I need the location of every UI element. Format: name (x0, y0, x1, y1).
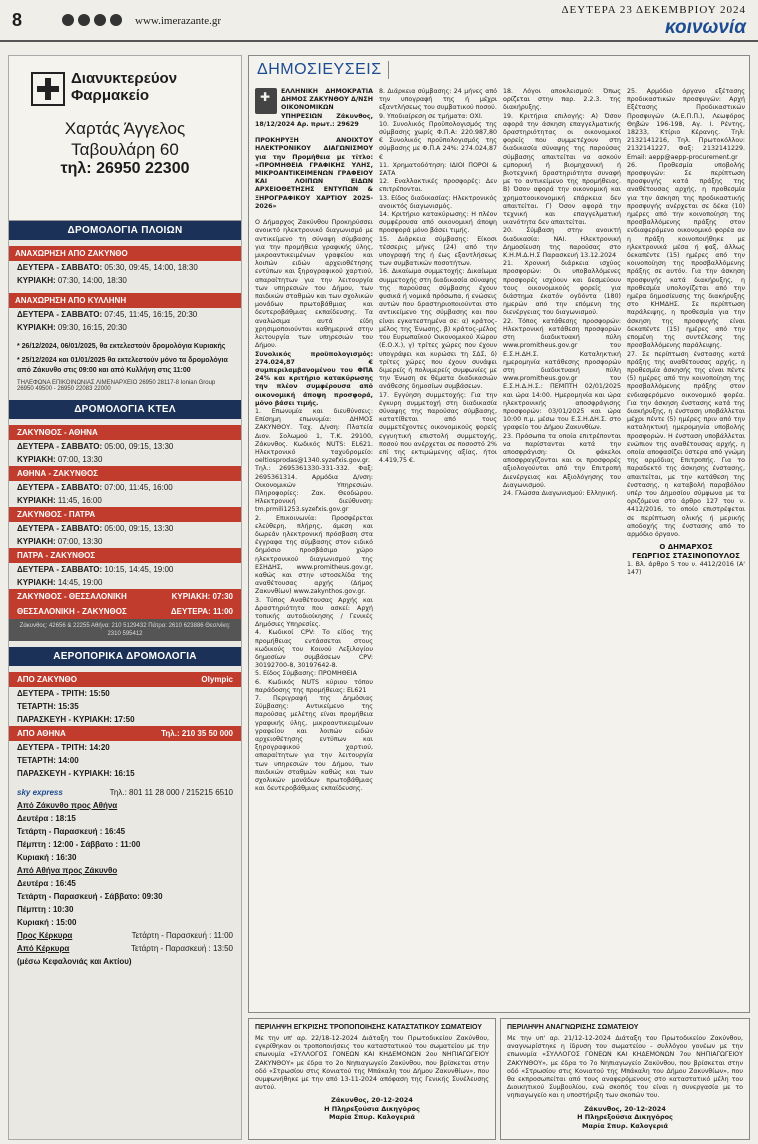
flight-row: ΤΕΤΑΡΤΗ: 15:35 (17, 702, 79, 711)
notice-signature: Ο ΔΗΜΑΡΧΟΣ ΓΕΩΡΓΙΟΣ ΣΤΑΣΙΝΟΠΟΥΛΟΣ (632, 543, 740, 561)
bus-route: ΘΕΣΣΑΛΟΝΙΚΗ - ΖΑΚΥΝΘΟΣ ΔΕΥΤΕΡΑ: 11:00 (9, 604, 241, 619)
association-notice-signature: Ζάκυνθος, 20-12-2024 Η Πληρεξούσια Δικηγόρος Μαρία Σπυρ. Καλογεριά (577, 1104, 673, 1130)
bus-row: ΚΥΡΙΑΚΗ: 14:45, 19:00 (17, 578, 103, 587)
notice-item: 15. Διάρκεια σύμβασης: Είκοσι τέσσερις μήνες (24) από την υπογραφή της ή έως εξαντλήσεως των συμβατικών ποσοτήτων. (379, 235, 497, 268)
notice-item: 22. Τόπος κατάθεσης προσφορών: Ηλεκτρονική κατάθεση προσφορών στη διαδικτυακή πύλη www.promitheus.gov.gr του Ε.Σ.Η.ΔΗ.Σ. Καταληκτική ημερομηνία κατάθεσης προσφορών στη διαδικτυακή πύλη www.promitheus.gov.gr του Ε.Σ.Η.Δ.Η.Σ.: ΠΕΜΠΤΗ 02/01/2025 και ώρα 14:00. Ημερομηνία και ώρα ηλεκτρονικής αποσφράγισης προσφορών: 03/01/2025 και ώρα 10:00 π.μ. μέσω του Ε.Σ.Η.ΔΗ.Σ. στο γραφείο του Δήμου Ζακυνθίων. (503, 317, 621, 432)
sky-time: Κυριακή : 16:30 (17, 853, 77, 862)
notice-item: 5. Είδος Σύμβασης: ΠΡΟΜΗΘΕΙΑ (255, 670, 357, 678)
page-header (0, 0, 758, 42)
notice-item: 14. Κριτήριο κατακύρωσης: Η πλέον συμφέρουσα από οικονομική άποψη προσφορά μόνο βάσει τιμής. (379, 211, 497, 235)
notice-heading: ΠΡΟΚΗΡΥΞΗ ΑΝΟΙΧΤΟΥ ΗΛΕΚΤΡΟΝΙΚΟΥ ΔΙΑΓΩΝΙΣΜΟΥ για την Προμήθεια με τίτλο: «ΠΡΟΜΗΘΕΙΑ ΓΡΑΦΙΚΗΣ ΥΛΗΣ, ΜΙΚΡΟΑΝΤΙΚΕΙΜΕΝΩΝ ΓΡΑΦΕΙΟΥ ΚΑΙ ΛΟΙΠΩΝ ΕΙΔΩΝ ΑΡΧΕΙΟΘΕΤΗΣΗΣ ΕΝΤΥΠΩΝ & ΞΗΡΟΓΡΑΦΙΚΟΥ ΧΑΡΤΙΟΥ 2025-2026» (255, 137, 373, 210)
statute-notice-title: ΠΕΡΙΛΗΨΗ ΕΓΚΡΙΣΗΣ ΤΡΟΠΟΠΟΙΗΣΗΣ ΚΑΤΑΣΤΑΤΙΚΟΥ ΣΩΜΑΤΕΙΟΥ (255, 1024, 482, 1031)
website: www.imerazante.gr (135, 15, 222, 27)
notice-item: 21. Χρονική διάρκεια ισχύος προσφορών: Οι υποβαλλόμενες προσφορές ισχύουν και δεσμεύουν τους οικονομικούς φορείς για διάστημα έκατόν ογδόντα (180) ημερών από την επόμενη της διενέργειας του διαγωνισμού. (503, 260, 621, 317)
notice-item: 17. Εγγύηση συμμετοχής: Για την έγκυρη συμμετοχή στη διαδικασία σύναψης της παρούσας σύμβασης, κατατίθεται από τους συμμετέχοντες οικονομικούς φορείς εγγυητική επιστολή συμμετοχής, ποσού που ανέρχεται σε ποσοστό 2% επί της εκτιμώμενης αξίας, ήτοι 4.419,75 €. (379, 391, 497, 465)
greek-emblem-icon (255, 88, 277, 114)
sky-time: Πέμπτη : 10:30 (17, 905, 74, 914)
flight-row: ΠΑΡΑΣΚΕΥΗ - ΚΥΡΙΑΚΗ: 16:15 (17, 769, 135, 778)
notice-item: 4. Κωδικοί CPV: Το είδος της προμήθειας εντάσσεται στους κωδικούς του Κοινού Λεξιλογίου δημοσίων συμβάσεων CPV: 30192700-8, 30197642-8. (255, 629, 373, 670)
bus-route: ΖΑΚΥΝΘΟΣ - ΘΕΣΣΑΛΟΝΙΚΗ ΚΥΡΙΑΚΗ: 07:30 (9, 589, 241, 604)
notice-item: 11. Χρηματοδότηση: ΙΔΙΟΙ ΠΟΡΟΙ & ΣΑΤΑ (379, 161, 497, 178)
pharmacy-phone: τηλ: 26950 22300 (60, 160, 190, 177)
notice-item: 13. Είδος διαδικασίας: Ηλεκτρονικός ανοικτός διαγωνισμός. (379, 194, 497, 210)
ferry-row: ΚΥΡΙΑΚΗ: 09:30, 16:15, 20:30 (17, 323, 127, 332)
notice-body: Ο Δήμαρχος Ζακύνθου Προκηρύσσει ανοικτό ηλεκτρονικό διαγωνισμό με αντικείμενο τη σύναψη σύμβασης για την προμήθεια γραφικής ύλης, μικροαντικειμένων γραφείου και λοιπών ειδών αρχειοθέτησης εντύπων και ξηρογραφικού χαρτιού, απαραίτητων για την λειτουργία των υπηρεσιών του Δήμου, των παιδικών σταθμών και των σχολικών μονάδων πρωτοβάθμιας και δευτεροβάθμιας εκπαίδευσης. Τα αναλώσιμα αυτά είδη χρησιμοποιούνται καθημερινά στην λειτουργία των υπηρεσιών του Δήμου. (255, 219, 373, 350)
flights-from-athens: ΑΠΟ ΑΘΗΝΑ Τηλ.: 210 35 50 000 (9, 726, 241, 741)
ferry-note: * 25/12/2024 και 01/01/2025 θα εκτελεστούν μόνο τα δρομολόγια από Ζάκυνθο στις 09:00 και από Κυλλήνη στις 11:00 (17, 357, 228, 374)
ferry-row: ΚΥΡΙΑΚΗ: 07:30, 14:00, 18:30 (17, 276, 127, 285)
social-icons (62, 14, 122, 26)
notice-item: 10. Συνολικός Προϋπολογισμός της σύμβασης χωρίς Φ.Π.Α: 220.987,80 € Συνολικός προϋπολογισμός της σύμβασης με Φ.Π.Α 24%: 274.024,87 € (379, 120, 497, 161)
notice-column (379, 88, 497, 1008)
sky-time: Δευτέρα : 18:15 (17, 814, 76, 823)
sky-route: Προς Κέρκυρα Τετάρτη - Παρασκευή : 11:00 (17, 931, 233, 940)
notice-item: 8. Διάρκεια σύμβασης: 24 μήνες από την υπογραφή της ή μέχρι εξαντλήσεως του συμβατικού ποσού. (379, 88, 497, 112)
flights-from-zakynthos: ΑΠΟ ΖΑΚΥΝΘΟ Olympic (9, 672, 241, 687)
sky-route: Από Αθήνα προς Ζάκυνθο (17, 866, 118, 875)
page-number: 8 (12, 10, 23, 30)
notice-header (249, 56, 749, 84)
pharmacy-title-2: Φαρμακείο (71, 87, 150, 104)
statute-notice-signature: Ζάκυνθος, 20-12-2024 Η Πληρεξούσια Δικηγόρος Μαρία Σπυρ. Καλογεριά (324, 1096, 420, 1122)
sky-time: Δευτέρα : 16:45 (17, 879, 76, 888)
youtube-icon (110, 14, 122, 26)
flight-row: ΔΕΥΤΕΡΑ - ΤΡΙΤΗ: 14:20 (17, 743, 110, 752)
flight-row: ΔΕΥΤΕΡΑ - ΤΡΙΤΗ: 15:50 (17, 689, 110, 698)
bus-contacts: Ζάκυνθος: 42656 & 22255 Αθήνα: 210 5129432 Πάτρα: 2610 623886 Θεσ/νίκη: 2310 595412 (9, 619, 241, 641)
sky-express-logo: sky express (17, 788, 63, 797)
bus-route: ΖΑΚΥΝΘΟΣ - ΑΘΗΝΑ (9, 425, 241, 440)
bus-row: ΚΥΡΙΑΚΗ: 07:00, 13:30 (17, 455, 103, 464)
bus-row: ΚΥΡΙΑΚΗ: 11:45, 16:00 (17, 496, 102, 505)
notice-item: 26. Προθεσμία υποβολής προσφυγών: Σε περίπτωση προσφυγής κατά πράξης της αναθέτουσας αρχής, η προθεσμία για την άσκηση της προδικαστικής προσφυγής ανέρχεται σε δέκα (10) ημέρες από την κοινοποίηση της προσβαλλόμενης πράξης στον ενδιαφερόμενο οικονομικό φορέα αν η πράξη κοινοποιήθηκε με ηλεκτρονικά μέσα ή φαξ, άλλως δεκαπέντε (15) ημέρες από την κοινοποίηση της προσβαλλόμενης πράξης σε αυτόν. Για την άσκηση προσφυγής κατά διακήρυξης, η προθεσμία υπολογίζεται από την ημέρα δημοσίευσης της διακήρυξης στο ΚΗΜΔΗΣ. Σε περίπτωση παράλειψης, η προθεσμία για την άσκηση της προσφυγής είναι δεκαπέντε (15) ημέρες από την επομένη της συντέλεσης της προσβαλλόμενης παράλειψης. (627, 161, 745, 350)
ferry-contact: ΤΗΛΕΦΩΝΑ ΕΠΙΚΟΙΝΩΝΙΑΣ ΛΙΜΕΝΑΡΧΕΙΟ 26950 28117-8 Ionian Group 26950 49500 - 26950 22083 22000 (17, 380, 216, 392)
twitter-icon (94, 14, 106, 26)
notice-item: 12. Εναλλακτικές προσφορές: Δεν επιτρέπονται. (379, 178, 497, 194)
instagram-icon (78, 14, 90, 26)
bus-route: ΖΑΚΥΝΘΟΣ - ΠΑΤΡΑ (9, 507, 241, 522)
notice-item: 27. Σε περίπτωση ένστασης κατά πράξης της αναθέτουσας αρχής, η προθεσμία άσκησής της είναι πέντε (5) ημέρες από την κοινοποίηση της προσβαλλόμενης πράξης στον ενδιαφερόμενο οικονομικό φορέα. Για την άσκηση ένστασης κατά της διακήρυξης, η ένσταση υποβάλλεται μέχρι πέντε (5) ημέρες πριν από την καταληκτική ημερομηνία υποβολής προσφορών. Η ένσταση υποβάλλεται ενώπιον της αναθέτουσας αρχής, η οποία αποφασίζει ύστερα από γνώμη της αρμόδιας Επιτροπής. Για το παραδεκτό της άσκησης ένστασης, απαιτείται, με την κατάθεση της ένστασης, η καταβολή παραβόλου υπέρ του Δημοσίου σύμφωνα με τα οριζόμενα στο άρθρο 127 του ν. 4412/2016, το οποίο επιστρέφεται σε περίπτωση ολικής ή μερικής αποδοχής της ένστασης από το αρμόδιο όργανο. (627, 350, 745, 538)
bus-row: ΚΥΡΙΑΚΗ: 07:00, 13:30 (17, 537, 103, 546)
notice-item: 23. Πρόσωπα τα οποία επιτρέπονται να παρίστανται κατά την αποσφράγιση: Οι φάκελοι αποσφραγίζονται και οι προσφορές αξιολογούνται από την Επιτροπή Διενέργειας και Αξιολόγησης του Διαγωνισμού. (503, 432, 621, 489)
ferry-row: ΔΕΥΤΕΡΑ - ΣΑΒΒΑΤΟ: 07:45, 11:45, 16:15, 20:30 (17, 310, 198, 319)
sky-time: Τετάρτη - Παρασκευή - Σάββατο: 09:30 (17, 892, 163, 901)
sky-time: Κυριακή : 15:00 (17, 918, 77, 927)
notice-item: 20. Σύμβαση στην ανοικτή διαδικασία: ΝΑΙ. Ηλεκτρονική Δημοσίευση της παρούσας στο Κ.Η.Μ.Δ.Η.Σ Παρασκευή 13.12.2024 (503, 227, 621, 260)
services-column (8, 55, 242, 1140)
bus-route: ΑΘΗΝΑ - ΖΑΚΥΝΘΟΣ (9, 466, 241, 481)
notice-item: 19. Κριτήρια επιλογής: Α) Όσον αφορά την άσκηση επαγγελματικής δραστηριότητας οι οικονομικοί φορείς που συμμετέχουν στη διαδικασία σύναψης της παρούσας σύμβασης απαιτείται να ασκούν εμπορική ή βιομηχανική ή βιοτεχνική δραστηριότητα συναφή με το αντικείμενο της προμήθειας. Β) Όσον αφορά την οικονομική και χρηματοοικονομική επάρκεια δεν απαιτείται. Γ) Όσον αφορά την τεχνική και επαγγελματική ικανότητα δεν απαιτείται. (503, 112, 621, 227)
ferry-note: * 26/12/2024, 06/01/2025, θα εκτελεστούν δρομολόγια Κυριακής (17, 343, 226, 350)
association-notice (500, 1018, 750, 1140)
ferries-dep-kyllini: ΑΝΑΧΩΡΗΣΗ ΑΠΟ ΚΥΛΛΗΝΗ (9, 293, 241, 308)
sky-time: Τετάρτη - Παρασκευή : 16:45 (17, 827, 126, 836)
notice-budget: Συνολικός προϋπολογισμός: 274.024,87 € συμπεριλαμβανομένου του ΦΠΑ 24% και κριτήριο κατακύρωσης την πλέον συμφέρουσα από οικονομική άποψη προσφορά, μόνο βάσει τιμής. (255, 350, 373, 407)
statute-notice-body: Με την υπ' αρ. 22/18-12-2024 Διάταξη του Πρωτοδικείου Ζακύνθου, εγκρίθηκαν οι τροποποιήσεις του καταστατικού του σωματείου με την επωνυμία «ΣΥΛΛΟΓΟΣ ΓΟΝΕΩΝ ΚΑΙ ΚΗΔΕΜΟΝΩΝ 2ου ΝΗΠΙΑΓΩΓΕΙΟΥ ΖΑΚΥΝΘΟΥ» με έδρα το 2ο Νηπιαγωγείο Ζακύνθου, που βρίσκεται στην οδό «Στρωσίου στις Κονιατού της Μπάκαλη του Δήμου Ζακυνθίων», που συμφωνήθηκε με την από 13-11-2024 απόφαση της Γενικής Συνέλευσης αυτού. (255, 1035, 489, 1092)
buses-title: ΔΡΟΜΟΛΟΓΙΑ ΚΤΕΛ (9, 400, 241, 419)
facebook-icon (62, 14, 74, 26)
pharmacy-title-1: Διανυκτερεύον (71, 70, 178, 87)
sky-note: (μέσω Κεφαλονιάς και Ακτίου) (17, 957, 132, 966)
pharmacy-name: Χαρτάς Άγγελος (64, 119, 186, 138)
pharmacy-address (9, 118, 241, 160)
bus-row: ΔΕΥΤΕΡΑ - ΣΑΒΒΑΤΟ: 07:00, 11:45, 16:00 (17, 483, 173, 492)
notice-issuer: ΕΛΛΗΝΙΚΗ ΔΗΜΟΚΡΑΤΙΑ ΔΗΜΟΣ ΖΑΚΥΝΘΟΥ Δ/ΝΣΗ ΟΙΚΟΝΟΜΙΚΩΝ ΥΠΗΡΕΣΙΩΝ Ζάκυνθος, 18/12/2024 Αρ. πρωτ.: 29629 (255, 88, 373, 128)
public-notice (248, 55, 750, 1013)
sky-route: Από Κέρκυρα Τετάρτη - Παρασκευή : 13:50 (17, 944, 233, 953)
flight-row: ΠΑΡΑΣΚΕΥΗ - ΚΥΡΙΑΚΗ: 17:50 (17, 715, 135, 724)
issue-date: ΔΕΥΤΕΡΑ 23 ΔΕΚΕΜΒΡΙΟΥ 2024 (561, 4, 746, 16)
notice-item: 3. Τύπος Αναθέτουσας Αρχής και Δραστηριότητα που ασκεί: Αρχή τοπικής αυτοδιοίκησης / Γενικές Δημόσιες Υπηρεσίες. (255, 596, 373, 629)
statute-notice (248, 1018, 496, 1140)
notice-item: 25. Αρμόδιο όργανο εξέτασης προδικαστικών προσφυγών: Αρχή Εξέτασης Προδικαστικών Προσφυγών (Α.Ε.Π.Π.), Λεωφόρος Θηβών 196-198, Αγ. Ι. Ρέντης, 18233, Κτίριο Κέρανης. Τηλ: 2132141216, Τηλ. Πρωτοκόλλου: 2132141227, Φαξ: 2132141229. Email: aepp@aepp-procurement.gr (627, 88, 745, 161)
notices-section-title: ΔΗΜΟΣΙΕΥΣΕΙΣ (257, 61, 389, 79)
ferries-title: ΔΡΟΜΟΛΟΓΙΑ ΠΛΟΙΩΝ (9, 221, 241, 240)
notice-item: 6. Κωδικός NUTS κύριου τόπου παράδοσης της προμήθειας: EL621 (255, 678, 373, 694)
notice-item: 2. Επικοινωνία: Προσφέρεται ελεύθερη, πλήρης, άμεση και δωρεάν ηλεκτρονική πρόσβαση στα έγγραφα της σύμβασης στον ειδικό δημόσιο προσβάσιμο χώρο ηλεκτρονικού διαγωνισμού της ΕΣΗΔΗΣ, www.promitheus.gov.gr, καθώς και στην ιστοσελίδα της αναθέτουσας αρχής (Δήμος Ζακυνθίων) www.zakynthos.gov.gr. (255, 514, 373, 596)
notice-item: 16. Δικαίωμα συμμετοχής: Δικαίωμα συμμετοχής στη διαδικασία σύναψης της παρούσας σύμβασης έχουν φυσικά ή νομικά πρόσωπα, ή ενώσεις αυτών που δραστηριοποιούνται στο αντικείμενο της σύμβασης και που είναι εγκατεστημένα σε: α) κράτος-μέλος της Ένωσης, β) κράτος-μέλος του Ευρωπαϊκού Οικονομικού Χώρου (Ε.Ο.Χ.), γ) τρίτες χώρες που έχουν υπογράψει και κυρώσει τη ΣΔΣ, δ) τρίτες χώρες που έχουν συνάψει διμερείς ή πολυμερείς συμφωνίες με την Ένωση σε θέματα διαδικασιών ανάθεσης δημοσίων συμβάσεων. (379, 268, 497, 391)
flights-title: ΑΕΡΟΠΟΡΙΚΑ ΔΡΟΜΟΛΟΓΙΑ (9, 647, 241, 666)
ferry-row: ΔΕΥΤΕΡΑ - ΣΑΒΒΑΤΟ: 05:30, 09:45, 14:00, 18:30 (17, 263, 198, 272)
bus-row: ΔΕΥΤΕΡΑ - ΣΑΒΒΑΤΟ: 05:00, 09:15, 13:30 (17, 524, 174, 533)
pharmacy-title (71, 70, 177, 104)
bus-row: ΔΕΥΤΕΡΑ - ΣΑΒΒΑΤΟ: 05:00, 09:15, 13:30 (17, 442, 174, 451)
bus-row: ΔΕΥΤΕΡΑ - ΣΑΒΒΑΤΟ: 10:15, 14:45, 19:00 (17, 565, 174, 574)
notice-column (255, 88, 373, 1008)
olympic-logo: Olympic (201, 675, 233, 684)
association-notice-title: ΠΕΡΙΛΗΨΗ ΑΝΑΓΝΩΡΙΣΗΣ ΣΩΜΑΤΕΙΟΥ (507, 1024, 639, 1031)
association-notice-body: Με την υπ' αρ. 21/12-12-2024 Διάταξη του Πρωτοδικείου Ζακύνθου, αναγνωρίστηκε η ίδρυση του σωματείου - συλλόγου γονέων με την επωνυμία «ΣΥΛΛΟΓΟΣ ΓΟΝΕΩΝ ΚΑΙ ΚΗΔΕΜΟΝΩΝ 7ου ΝΗΠΙΑΓΩΓΕΙΟΥ ΖΑΚΥΝΘΟΥ», με έδρα το 7ο Νηπιαγωγείο Ζακύνθου, που βρίσκεται στην οδό «Στρωσίου στις Κονιατού της Μπάκαλη του Δήμου Ζακυνθίων», που θα εκπροσωπείται από τους αναφερόμενους στο καταστατικό μέλη του Διοικητικού Συμβουλίου, ενώ σκοπός του είναι η συνεργασία με το νηπιαγωγείο και η υποστήριξη των σκοπών του. (507, 1035, 743, 1100)
pharmacy-box (9, 56, 241, 221)
notice-column (503, 88, 621, 1008)
sky-time: Πέμπτη : 12:00 - Σάββατο : 11:00 (17, 840, 141, 849)
sky-route: Από Ζάκυνθο προς Αθήνα (17, 801, 118, 810)
notice-item: 9. Υποδιαίρεση σε τμήματα: ΟΧΙ. (379, 112, 483, 120)
bus-route: ΠΑΤΡΑ - ΖΑΚΥΝΘΟΣ (9, 548, 241, 563)
pharmacy-cross-icon (31, 72, 65, 106)
notice-footnote: 1. Βλ. άρθρο 5 του ν. 4412/2016 (Α' 147) (627, 561, 745, 577)
section-title: κοινωνία (665, 17, 746, 38)
notice-item: 18. Λόγοι αποκλεισμού: Όπως ορίζεται στην παρ. 2.2.3. της διακήρυξης. (503, 88, 621, 112)
pharmacy-street: Ταβουλάρη 60 (71, 140, 179, 159)
notice-item: 1. Επωνυμία και διευθύνσεις: Επίσημη επωνυμία: ΔΗΜΟΣ ΖΑΚΥΝΘΟΥ. Ταχ. Δ/νση: Πλατεία Διον. Σολωμού 1, Τ.Κ. 29100, Ζάκυνθος. Κωδικός NUTS: EL621. Ηλεκτρονικό ταχυδρομείο: oeltiosprodas@1340.syzefxis.gov.gr. Τηλ.: 2695361330-331-332. Φαξ: 2695361314. Αρμόδια Δ/νση: Οικονομικών Υπηρεσιών. Πληροφορίες: Ζακ. Θεοδώρου. Ηλεκτρονική διεύθυνση: tm.prmili1253.syzefxis.gov.gr (255, 407, 373, 514)
notice-column (627, 88, 745, 1008)
sky-express-header: sky express Τηλ.: 801 11 28 000 / 215215 6510 (17, 788, 233, 797)
notice-item: 24. Γλώσσα Διαγωνισμού: Ελληνική. (503, 489, 618, 497)
notice-item: 7. Περιγραφή της Δημόσιας Σύμβασης: Αντικείμενο της παρούσας μελέτης είναι προμήθεια γραφικής ύλης, μικροαντικειμένων γραφείου και λοιπών ειδών αρχειοθέτησης εντύπων και ξηρογραφικού χαρτιού, απαραίτητων για την λειτουργία των υπηρεσιών του Δήμου, των παιδικών σταθμών καθώς και των σχολικών μονάδων πρωτοβάθμιας και δευτεροβάθμιας εκπαίδευσης. (255, 695, 373, 793)
flight-row: ΤΕΤΑΡΤΗ: 14:00 (17, 756, 79, 765)
ferries-dep-zakynthos: ΑΝΑΧΩΡΗΣΗ ΑΠΟ ΖΑΚΥΝΘΟ (9, 246, 241, 261)
